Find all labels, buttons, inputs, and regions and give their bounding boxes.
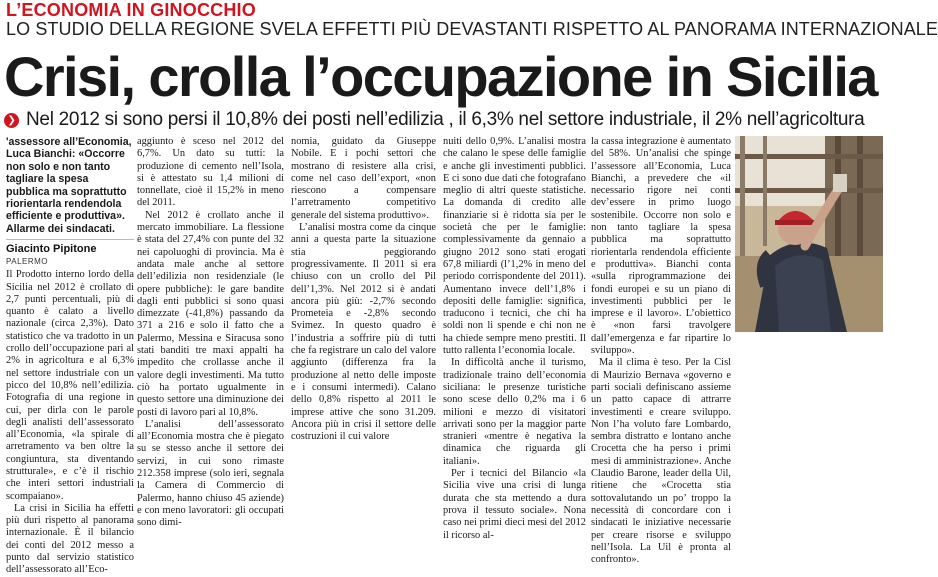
- subhead: LO STUDIO DELLA REGIONE SVELA EFFETTI PIÙ DEVASTANTI RISPETTO AL PANORAMA INTERNAZIONALE: [6, 19, 938, 39]
- paragraph: nuiti dello 0,9%. L’analisi mostra che calano le spese delle famiglie e anche gli investimenti pubblici. E ci sono due dati che fotografano meglio di altri queste statistiche. La domanda di credito alle finanziarie si è ridotta sia per le società che per le famiglie: complessivamente da gennaio a giugno 2012 sono stati erogati 67,8 miliardi (l’1,2% in meno del periodo corrispondente del 2011). Aumentano invece dell’1,8% i depositi delle famiglie: significa, traducono i tecnici, che chi ha soldi non li spende e chi non ne ha chiede sempre meno prestiti. Il tutto rallenta l’economia locale.: [443, 136, 586, 357]
- paragraph: Nel 2012 è crollato anche il mercato immobiliare. La flessione è stata del 27,4% con punte del 32 nei capoluoghi di provincia. Ma è andata male anche al settore dell’edilizia non residenziale (le opere pubbliche): le gare bandite dagli enti pubblici si sono quasi dimezzate (-41,8%) passando da 371 a 216 e solo il fatto che a Palermo, Messina e Siracusa sono stati banditi tre maxi appalti ha impedito che crollasse anche il valore degli investimenti. Ma tutto ciò ha portato ugualmente in questo settore una diminuzione dei posti di lavoro pari al 10,8%.: [137, 209, 284, 418]
- paragraph: Per i tecnici del Bilancio «la Sicilia vive una crisi di lunga durata che sta mettendo a dura prova il tessuto sociale». Nona caso nei primi dieci mesi del 2012 il ricorso al-: [443, 468, 586, 541]
- paragraph: L’analisi mostra come da cinque anni a questa parte la situazione stia peggiorando progressivamente. Il 2011 si era chiuso con un crollo del Pil dell’1,3%. Nel 2012 si è andati ancora più giù: -2,7% secondo Prometeia e -2,8% secondo Svimez. In questo quadro è l’industria a soffrire più di tutti che fa registrare un calo del valore aggiunto (differenza fra la produzione al netto delle imposte e i consumi intermedi). Calano dello 0,8% rispetto al 2011 le imprese attive che sono 31.209. Ancora più in crisi il settore delle costruzioni il cui valore: [291, 222, 436, 443]
- dateline: PALERMO: [6, 257, 49, 267]
- arrow-right-icon: ❯: [4, 113, 19, 128]
- construction-worker-photo: [735, 136, 883, 332]
- pull-quote: 'assessore all’Economia, Luca Bianchi: «Occorre non solo e non tanto tagliare la spesa pubblica ma soprattutto riorientarla rendendola efficiente e produttiva». Allarme dei sindacati.: [6, 136, 132, 235]
- summary-text: Nel 2012 si sono persi il 10,8% dei posti nell’edilizia , il 6,3% nel settore industriale, il 2% nell’agricoltura: [26, 109, 865, 130]
- headline: Crisi, crolla l’occupazione in Sicilia: [4, 45, 877, 108]
- paragraph: la cassa integrazione è aumentato del 58%. Un’analisi che spinge l’assessore all’Economia, Luca Bianchi, a prevedere che «il necessario rigore nei conti dev’essere in primo luogo sostenibile. Occorre non solo e non tanto tagliare la spesa pubblica ma soprattutto riorientarla rendendola efficiente e produttiva». Bianchi conta «sulla riprogrammazione dei fondi europei e su un piano di investimenti pubblici per le imprese e il lavoro». L’obiettico è «non farsi travolgere dall’emergenza e far ripartire lo sviluppo».: [591, 136, 731, 357]
- paragraph: Ma il clima è teso. Per la Cisl di Maurizio Bernava «governo e parti sociali definiscano assieme un patto capace di attrarre investimenti e creare sviluppo. Non l’ha voluto fare Lombardo, sembra distratto e lontano anche Crocetta che ha perso i primi mesi di amministrazione». Anche Claudio Barone, leader della Uil, ritiene che «Crocetta stia sottovalutando un po’ troppo la necessità di concordare con i sindacati le iniziative necessarie per creare risorse e sviluppo nell’Isola. La Uil è pronta al confronto».: [591, 357, 731, 566]
- column-3: [291, 136, 436, 515]
- column-4: [443, 136, 586, 541]
- summary-line: [4, 109, 882, 131]
- column-2: [137, 136, 284, 529]
- byline-divider: [6, 239, 134, 240]
- paragraph: L’analisi dell’assessorato all’Economia mostra che è piegato su se stesso anche il settore dei servizi, in cui sono rimaste 212.358 imprese (solo ieri, segnala la Camera di Commercio di Palermo, hanno chiuso 45 aziende) e con meno lavoratori: gli occupati sono dimi-: [137, 418, 284, 529]
- column-1: [6, 136, 134, 576]
- paragraph: aggiunto è sceso nel 2012 del 6,7%. Un dato su tutti: la produzione di cemento nell’Isola, si è attestato su 1,4 milioni di tonnellate, cioè il 15,2% in meno del 2011.: [137, 136, 284, 209]
- paragraph: Il Prodotto interno lordo della Sicilia nel 2012 è crollato di 2,7 punti percentuali, più di quanto è calato a livello nazionale (circa 2,3%). Dato statistico che va tradotto in un crollo dell’occupazione pari al 2% in agricoltura e al 6,3% nel settore industriale con un picco del 10,8% nell’edilizia. Fotografia di una regione in cui, per dirla con le parole degli analisti dell’assessorato all’Economia, «la spirale di arretramento va ben oltre la congiuntura, sta diventando strutturale», e c’è il rischio che interi settori industriali scompaiano».: [6, 269, 134, 502]
- byline: Giacinto Pipitone: [6, 243, 97, 256]
- paragraph: nomia, guidato da Giuseppe Nobile. E i pochi settori che mostrano di resistere alla crisi, come nel caso dell’export, «non riescono a compensare l’arretramento competitivo generale del sistema produttivo».: [291, 136, 436, 221]
- paragraph: In difficoltà anche il turismo, tradizionale traino dell’economia siciliana: le presenze turistiche sono scese dello 0,2% ma i 6 milioni e mezzo di visitatori arrivati sono per la maggior parte stranieri «mentre è negativa la dinamica che riguarda gli italiani».: [443, 357, 586, 467]
- kicker: L’ECONOMIA IN GINOCCHIO: [6, 0, 256, 20]
- paragraph: La crisi in Sicilia ha effetti più duri rispetto al panorama internazionale. È il bilancio dei conti del 2012 messo a punto dal servizio statistico dell’assessorato all’Eco-: [6, 502, 134, 576]
- column-5: [591, 136, 731, 566]
